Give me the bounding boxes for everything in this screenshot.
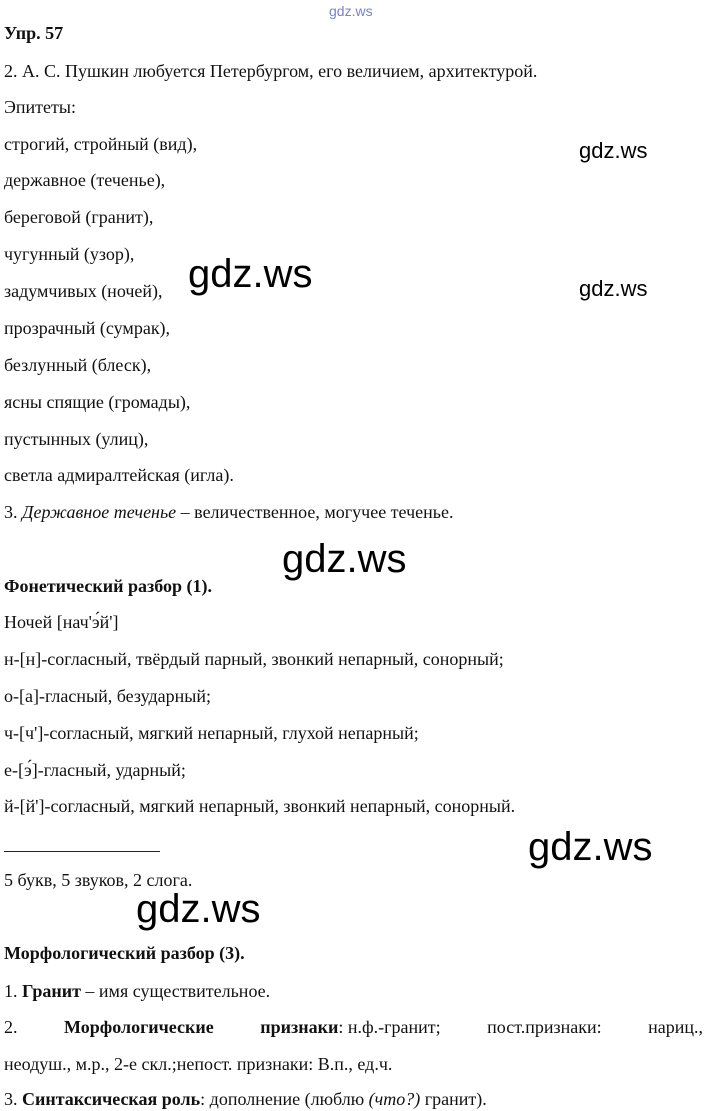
morph-heading: Морфологический разбор (3). xyxy=(4,943,245,963)
morph-point-2-bold-1: Морфологические xyxy=(64,1017,214,1037)
morph-point-2-rest-1: : н.ф.-гранит; xyxy=(338,1017,441,1037)
epithets-label: Эпитеты: xyxy=(4,97,76,117)
morph-point-2-rest-3: нариц., xyxy=(648,1017,703,1037)
epithet-line: строгий, стройный (вид), xyxy=(4,134,198,154)
phonetic-line: е-[э́]-гласный, ударный; xyxy=(4,760,186,780)
item-3-number: 3. xyxy=(4,502,18,522)
epithet-line: береговой (гранит), xyxy=(4,207,154,227)
phonetic-line: й-[й']-согласный, мягкий непарный, звонкий непарный, сонорный. xyxy=(4,796,516,816)
morph-point-1-number: 1. xyxy=(4,981,18,1001)
watermark-large: gdz.ws xyxy=(282,537,407,581)
morph-point-2-continued: неодуш., м.р., 2-е скл.;непост. признаки: В.п., ед.ч. xyxy=(4,1054,393,1074)
morph-point-3-number: 3. xyxy=(4,1089,18,1109)
epithet-line: задумчивых (ночей), xyxy=(4,281,163,301)
epithet-line: безлунный (блеск), xyxy=(4,355,152,375)
epithet-line: державное (теченье), xyxy=(4,170,166,190)
morph-point-2-rest-2: пост.признаки: xyxy=(487,1017,602,1037)
watermark-large: gdz.ws xyxy=(136,887,261,931)
watermark-large: gdz.ws xyxy=(188,252,313,296)
morph-point-1-rest: – имя существительное. xyxy=(80,981,271,1001)
morph-point-3-italic: (что?) xyxy=(368,1089,421,1109)
watermark-large: gdz.ws xyxy=(528,825,653,869)
phonetic-line: ч-[ч']-согласный, мягкий непарный, глухой непарный; xyxy=(4,723,419,743)
separator-line xyxy=(4,851,160,852)
epithet-line: светла адмиралтейская (игла). xyxy=(4,465,234,485)
watermark-top: gdz.ws xyxy=(329,3,373,19)
morph-point-2-bold-2: признаки xyxy=(260,1017,339,1037)
item-3 xyxy=(4,501,709,523)
item-3-phrase: Державное теченье xyxy=(22,502,177,522)
morph-point-3-bold: Синтаксическая роль xyxy=(22,1089,201,1109)
phonetic-line: н-[н]-согласный, твёрдый парный, звонкий непарный, сонорный; xyxy=(4,649,504,669)
item-2: 2. А. С. Пушкин любуется Петербургом, его величием, архитектурой. xyxy=(4,61,538,81)
phonetic-word: Ночей [нач'э́й'] xyxy=(4,612,119,632)
watermark-small: gdz.ws xyxy=(579,138,648,163)
morph-point-2-number: 2. xyxy=(4,1017,18,1037)
epithet-line: чугунный (узор), xyxy=(4,244,135,264)
phonetic-line: о-[а]-гласный, безударный; xyxy=(4,686,211,706)
morph-point-3-after: гранит). xyxy=(420,1089,487,1109)
epithet-line: прозрачный (сумрак), xyxy=(4,318,171,338)
epithet-line: пустынных (улиц), xyxy=(4,429,149,449)
exercise-title: Упр. 57 xyxy=(4,23,64,43)
morph-point-3 xyxy=(4,1088,709,1110)
watermark-small: gdz.ws xyxy=(579,276,648,301)
item-3-rest: – величественное, могучее теченье. xyxy=(180,502,454,522)
morph-point-3-before: : дополнение (люблю xyxy=(200,1089,369,1109)
morph-point-2 xyxy=(4,1016,703,1038)
phonetic-summary: 5 букв, 5 звуков, 2 слога. xyxy=(4,870,193,890)
morph-point-1-bold: Гранит xyxy=(22,981,81,1001)
phonetic-heading: Фонетический разбор (1). xyxy=(4,576,213,596)
epithet-line: ясны спящие (громады), xyxy=(4,392,191,412)
morph-point-1 xyxy=(4,980,709,1002)
